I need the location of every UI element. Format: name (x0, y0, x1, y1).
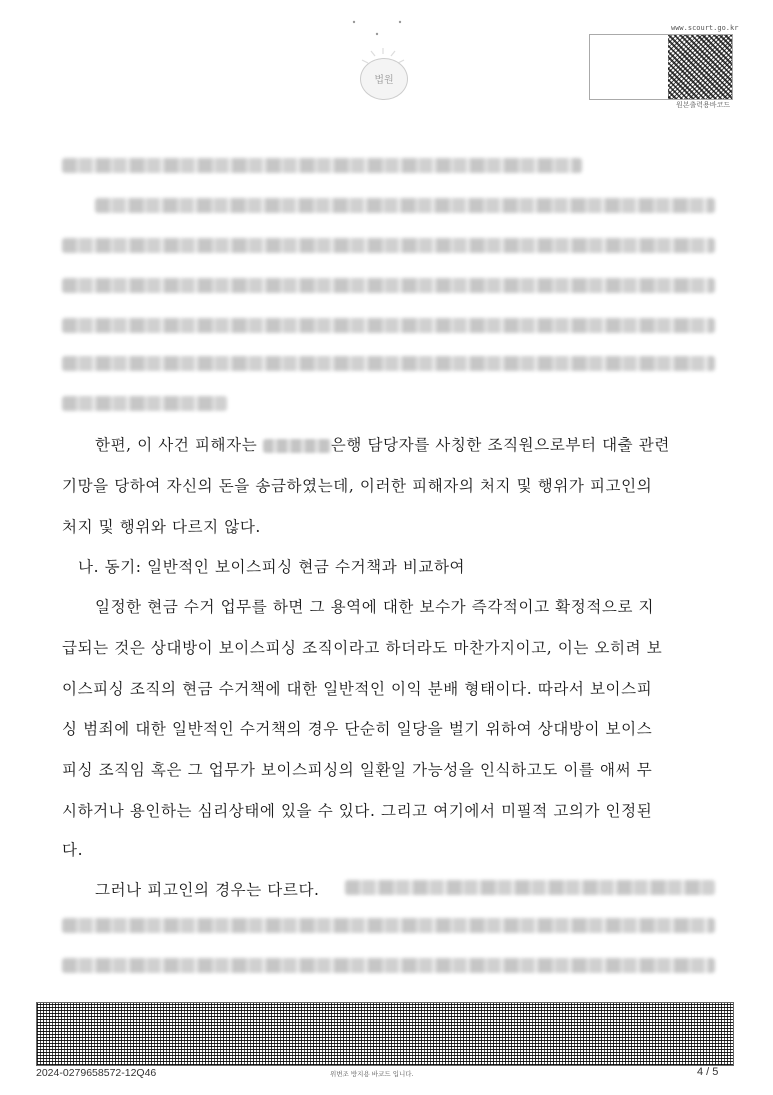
barcode-url: www.scourt.go.kr (671, 24, 739, 32)
redacted-line (62, 158, 582, 173)
redacted-line (62, 356, 715, 371)
paragraph-line: 이스피싱 조직의 현금 수거책에 대한 일반적인 이익 분배 형태이다. 따라서 보이스피 (62, 680, 653, 698)
document-id: 2024-0279658572-12Q46 (36, 1067, 157, 1079)
emblem-seal (360, 58, 408, 100)
redacted-line (345, 880, 715, 895)
text-span: 한편, 이 사건 피해자는 (95, 436, 263, 454)
text-span: 은행 담당자를 사칭한 조직원으로부터 대출 관련 (330, 436, 670, 454)
paragraph-line: 다. (62, 841, 84, 859)
paragraph-line: 그러나 피고인의 경우는 다르다. (95, 881, 320, 899)
barcode-notice: 위변조 방지용 바코드 입니다. (330, 1070, 414, 1078)
paragraph-line: 피싱 조직임 혹은 그 업무가 보이스피싱의 일환일 가능성을 인식하고도 이를 애써 무 (62, 761, 653, 779)
paragraph-line: 처지 및 행위와 다르지 않다. (62, 518, 261, 536)
redacted-line (62, 396, 227, 411)
barcode-caption: 원본출력용바코드 (676, 101, 731, 109)
redacted-bank-name (263, 439, 331, 453)
redacted-line (95, 198, 715, 213)
paragraph-line (95, 433, 670, 455)
paragraph-line: 기망을 당하여 자신의 돈을 송금하였는데, 이러한 피해자의 처지 및 행위가 피고인의 (62, 477, 653, 495)
page-number: 4 / 5 (697, 1066, 719, 1078)
original-output-barcode (589, 34, 733, 100)
redacted-line (62, 918, 715, 933)
redacted-line (62, 278, 715, 293)
court-emblem-icon (346, 20, 422, 110)
redacted-line (62, 318, 715, 333)
emblem-text: 법원 (374, 75, 394, 86)
paragraph-line: 일정한 현금 수거 업무를 하면 그 용역에 대한 보수가 즉각적이고 확정적으로 지 (95, 598, 655, 616)
redacted-line (62, 238, 715, 253)
section-heading: 나. 동기: 일반적인 보이스피싱 현금 수거책과 비교하여 (78, 558, 466, 576)
paragraph-line: 시하거나 용인하는 심리상태에 있을 수 있다. 그리고 여기에서 미필적 고의가 인정된 (62, 802, 653, 820)
redacted-line (62, 958, 715, 973)
anti-forgery-barcode (36, 1002, 734, 1066)
paragraph-line: 싱 범죄에 대한 일반적인 수거책의 경우 단순히 일당을 벌기 위하여 상대방이 보이스 (62, 720, 653, 738)
paragraph-line: 급되는 것은 상대방이 보이스피싱 조직이라고 하더라도 마찬가지이고, 이는 오히려 보 (62, 639, 663, 657)
